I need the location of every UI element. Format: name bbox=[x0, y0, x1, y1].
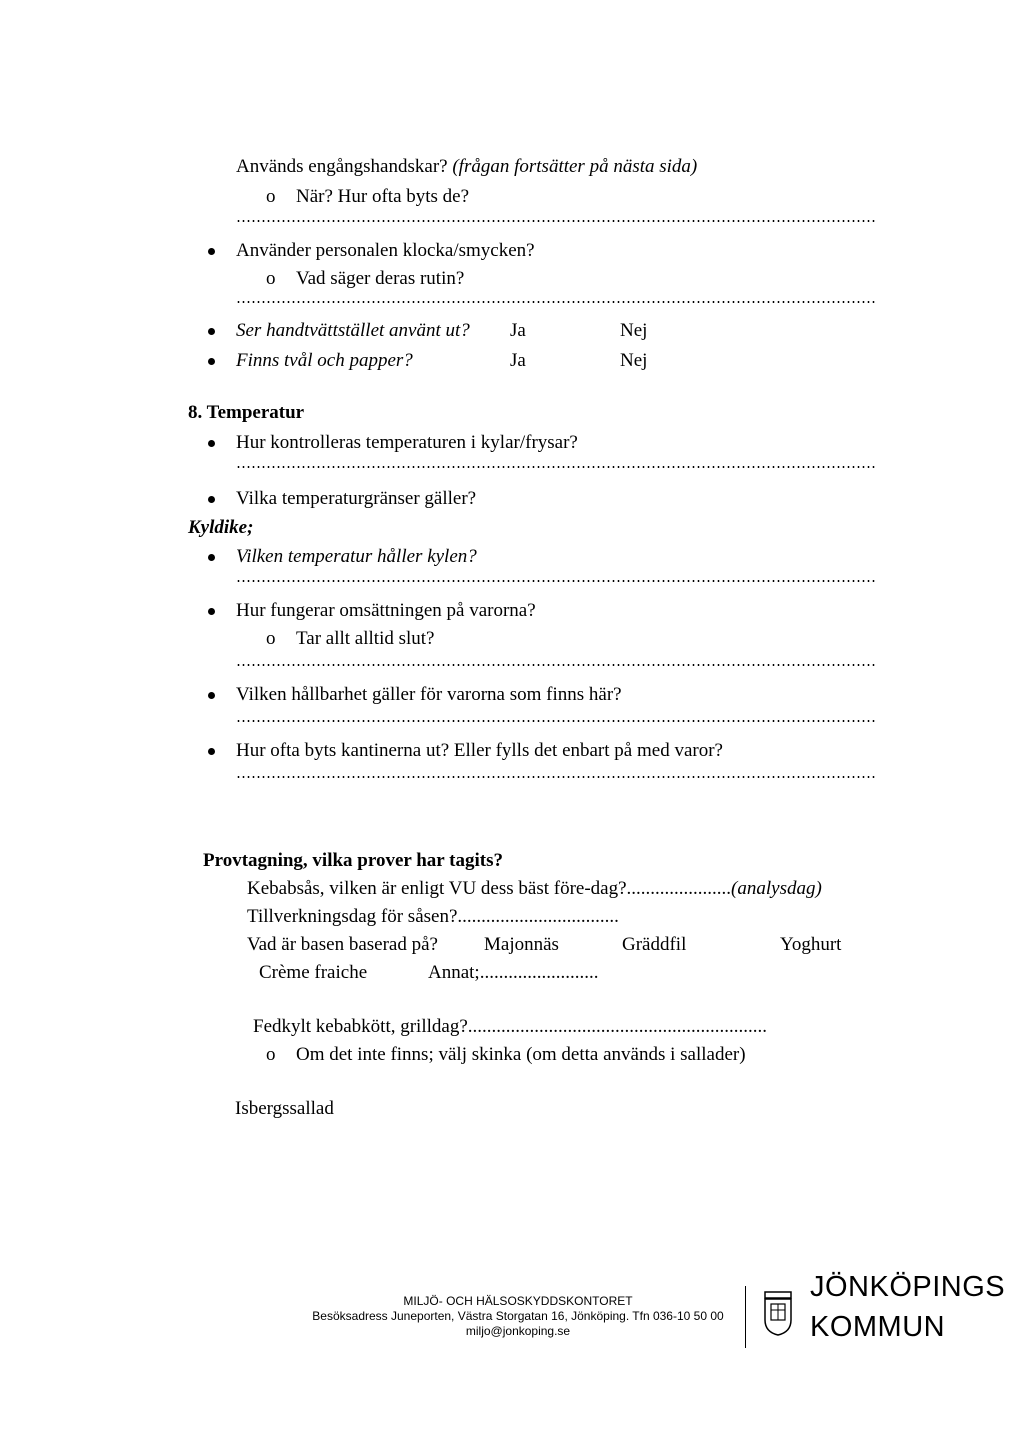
footer-divider bbox=[745, 1286, 746, 1348]
question-skinka: Om det inte finns; välj skinka (om detta används i sallader) bbox=[296, 1044, 746, 1065]
answer-line[interactable] bbox=[236, 776, 876, 778]
sub-bullet-o: o bbox=[266, 628, 276, 649]
option-creme-fraiche[interactable]: Crème fraiche bbox=[259, 962, 368, 983]
logo-line1-text: JÖNKÖPINGS bbox=[810, 1271, 1006, 1303]
answer-dots[interactable]: ............................................................... bbox=[467, 1016, 768, 1037]
option-nej[interactable]: Nej bbox=[620, 320, 648, 341]
question-klocka-sub: Vad säger deras rutin? bbox=[296, 268, 465, 289]
answer-line[interactable] bbox=[236, 664, 876, 666]
question-tillverkningsdag-text: Tillverkningsdag för såsen? bbox=[247, 906, 458, 927]
answer-dots[interactable]: .................................. bbox=[457, 906, 619, 927]
option-ja[interactable]: Ja bbox=[510, 350, 526, 371]
answer-line[interactable] bbox=[236, 580, 876, 582]
footer-address: Besöksadress Juneporten, Västra Storgatan 16, Jönköping. Tfn 036-10 50 00 bbox=[312, 1309, 724, 1323]
sub-bullet-o: o bbox=[266, 1044, 276, 1065]
question-kebabkott bbox=[253, 1016, 767, 1038]
option-annat[interactable] bbox=[428, 962, 598, 984]
logo-line1 bbox=[810, 1271, 1006, 1303]
sub-bullet-o: o bbox=[266, 186, 276, 207]
question-omsattning-sub: Tar allt alltid slut? bbox=[296, 628, 435, 649]
question-kylar: Hur kontrolleras temperaturen i kylar/frysar? bbox=[236, 432, 578, 453]
question-omsattning: Hur fungerar omsättningen på varorna? bbox=[236, 600, 536, 621]
provtagning-heading: Provtagning, vilka prover har tagits? bbox=[203, 850, 503, 871]
question-kebabkott-text: Fedkylt kebabkött, grilldag? bbox=[253, 1016, 468, 1037]
question-handskar-text: Används engångshandskar? bbox=[236, 156, 448, 177]
isbergssallad-label: Isbergssallad bbox=[235, 1098, 334, 1119]
option-majonnas[interactable]: Majonnäs bbox=[484, 934, 559, 955]
question-kantiner: Hur ofta byts kantinerna ut? Eller fylls det enbart på med varor? bbox=[236, 740, 723, 761]
analysdag-label: (analysdag) bbox=[731, 878, 822, 899]
answer-line[interactable] bbox=[236, 720, 876, 722]
question-hallbarhet: Vilken hållbarhet gäller för varorna som finns här? bbox=[236, 684, 622, 705]
answer-line[interactable] bbox=[236, 301, 876, 303]
coat-of-arms-icon bbox=[762, 1290, 794, 1336]
question-handtvatt: Ser handtvättstället använt ut? bbox=[236, 320, 470, 341]
question-handskar-note: (frågan fortsätter på nästa sida) bbox=[452, 156, 698, 177]
section-heading-temperatur: 8. Temperatur bbox=[188, 402, 305, 423]
option-yoghurt[interactable]: Yoghurt bbox=[780, 934, 842, 955]
question-klocka: Använder personalen klocka/smycken? bbox=[236, 240, 535, 261]
kyldike-heading: Kyldike; bbox=[188, 517, 254, 538]
question-tval: Finns tvål och papper? bbox=[236, 350, 413, 371]
question-handskar-sub: När? Hur ofta byts de? bbox=[296, 186, 470, 207]
option-annat-label: Annat; bbox=[428, 962, 480, 983]
option-ja[interactable]: Ja bbox=[510, 320, 526, 341]
logo-line2: KOMMUN bbox=[810, 1311, 946, 1343]
option-nej[interactable]: Nej bbox=[620, 350, 648, 371]
footer-email[interactable]: miljo@jonkoping.se bbox=[465, 1324, 571, 1338]
question-kylen: Vilken temperatur håller kylen? bbox=[236, 546, 477, 567]
question-kebabsas-text: Kebabsås, vilken är enligt VU dess bäst före-dag? bbox=[247, 878, 627, 899]
option-graddfil[interactable]: Gräddfil bbox=[622, 934, 687, 955]
question-handskar bbox=[236, 156, 697, 178]
question-tillverkningsdag bbox=[247, 906, 619, 928]
footer-org: MILJÖ- OCH HÄLSOSKYDDSKONTORET bbox=[403, 1294, 633, 1308]
question-kebabsas bbox=[247, 878, 822, 900]
question-basen: Vad är basen baserad på? bbox=[247, 934, 438, 955]
question-granser: Vilka temperaturgränser gäller? bbox=[236, 488, 477, 509]
answer-line[interactable] bbox=[236, 466, 876, 468]
answer-dots[interactable]: ......................... bbox=[479, 962, 599, 983]
sub-bullet-o: o bbox=[266, 268, 276, 289]
answer-line[interactable] bbox=[236, 220, 876, 222]
answer-dots[interactable]: ...................... bbox=[626, 878, 732, 899]
